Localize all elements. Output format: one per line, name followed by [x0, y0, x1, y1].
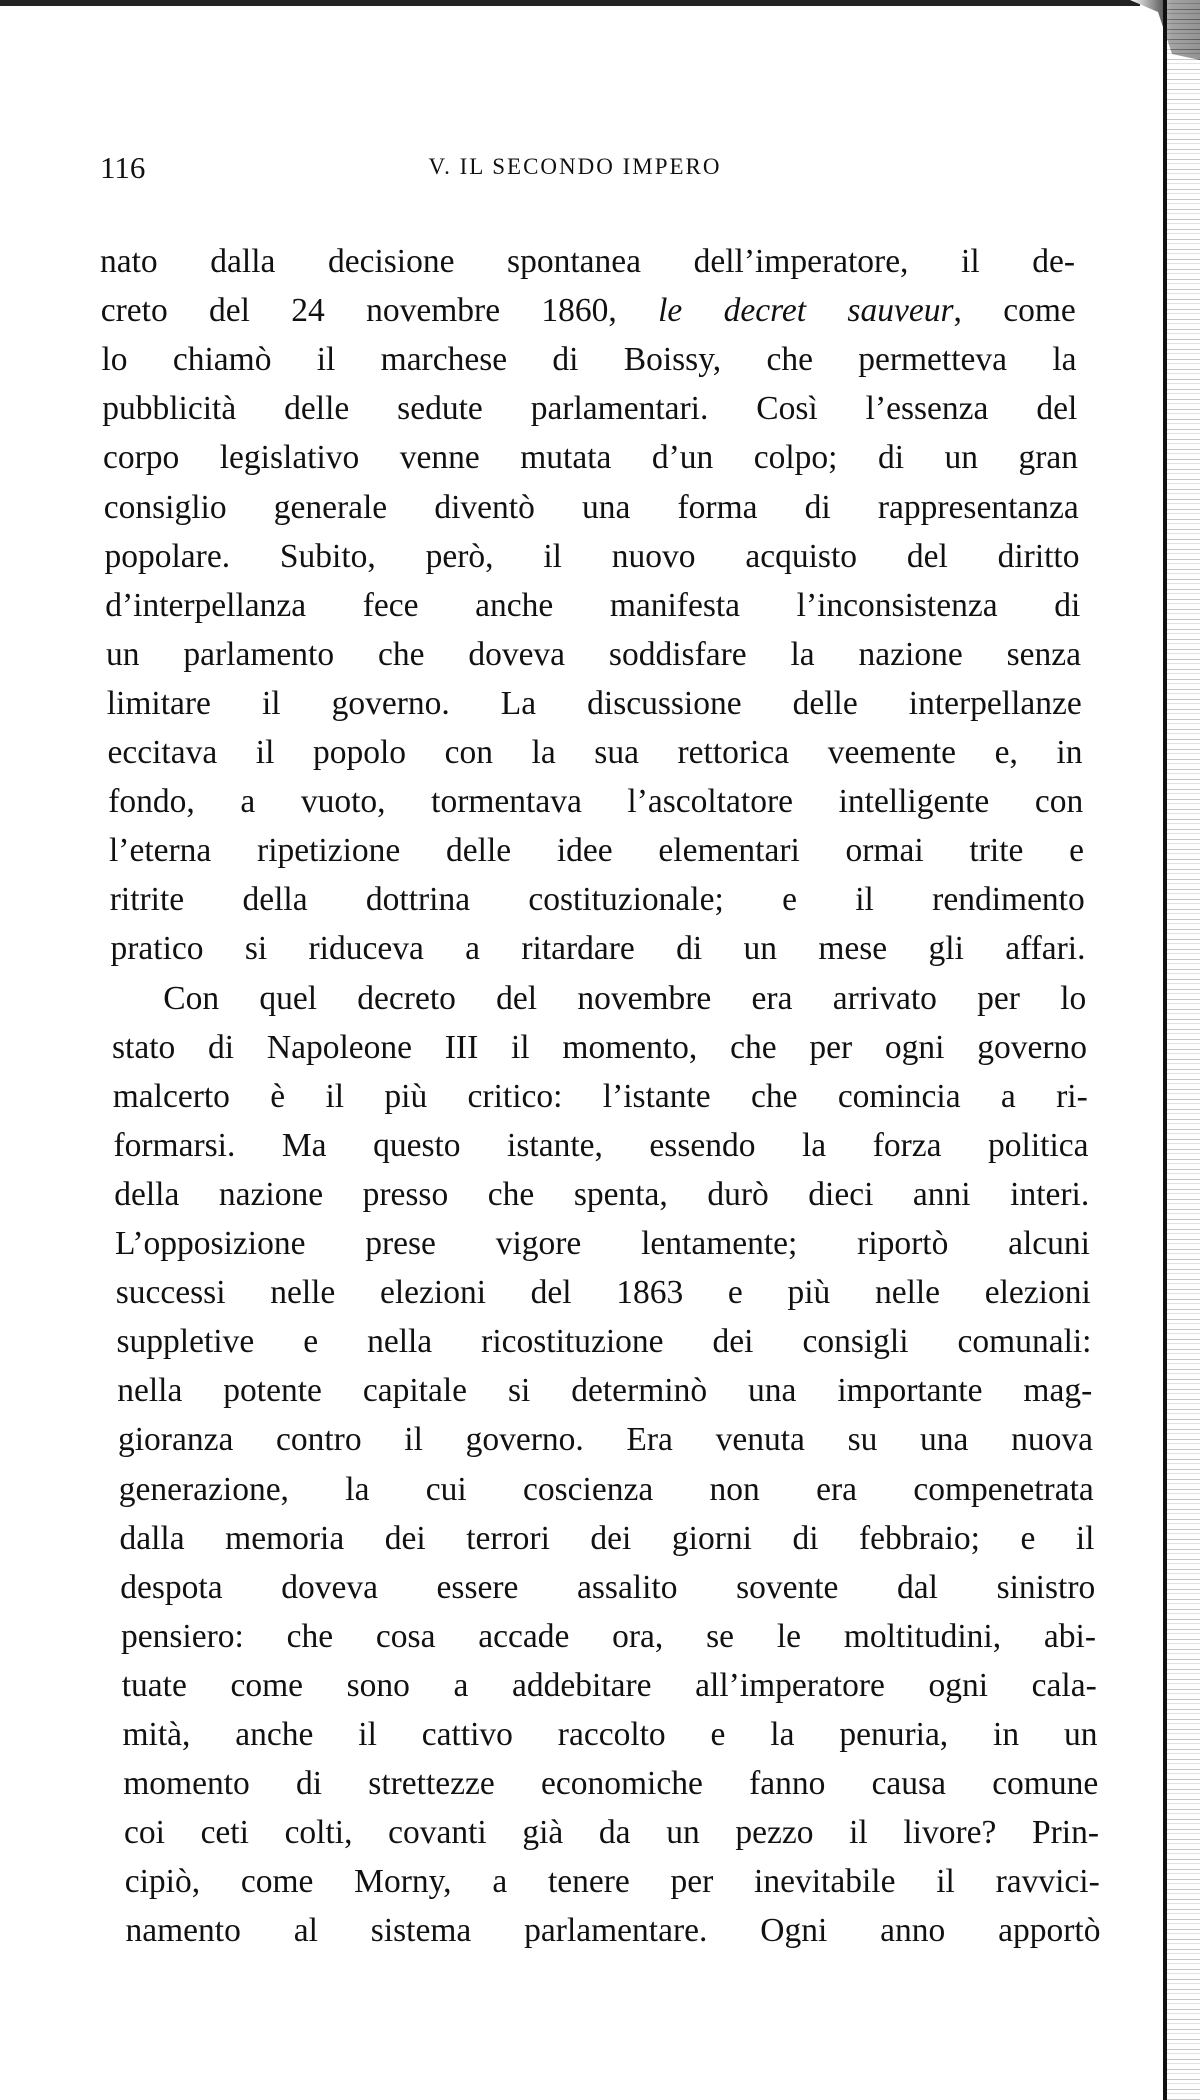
- text-segment: L’opposizione prese vigore lentamente; riportò alcuni: [115, 1225, 1090, 1262]
- text-line: [111, 979, 1086, 1019]
- page-number: 116: [100, 150, 146, 185]
- text-segment: lo chiamò il marchese di Boissy, che permetteva la: [101, 341, 1077, 379]
- text-segment: corpo legislativo venne mutata d’un colpo; di un gran: [103, 439, 1078, 477]
- text-line: [123, 1764, 1098, 1804]
- text-segment: momento di strettezze economiche fanno causa comune: [123, 1765, 1099, 1803]
- text-segment: generazione, la cui coscienza non era compenetrata: [118, 1470, 1094, 1508]
- text-segment: gioranza contro il governo. Era venuta su una nuova: [118, 1421, 1093, 1459]
- text-segment: un parlamento che doveva soddisfare la nazione senza: [106, 635, 1081, 673]
- text-line: [117, 1322, 1092, 1362]
- text-segment: l’eterna ripetizione delle idee elementari ormai trite e: [109, 832, 1084, 870]
- text-line: [103, 438, 1078, 478]
- text-segment: dalla memoria dei terrori dei giorni di febbraio; e il: [119, 1519, 1095, 1557]
- text-segment: suppletive e nella ricostituzione dei consigli comunali:: [116, 1323, 1092, 1361]
- text-segment: stato di Napoleone III il momento, che per ogni governo: [112, 1028, 1087, 1066]
- text-segment: consiglio generale diventò una forma di rappresentanza: [103, 488, 1079, 526]
- text-segment: d’interpellanza fece anche manifesta l’inconsistenza di: [105, 586, 1081, 624]
- text-line: [120, 1519, 1095, 1559]
- text-line: [115, 1224, 1090, 1264]
- text-segment: fondo, a vuoto, tormentava l’ascoltatore intelligente con: [108, 783, 1084, 821]
- text-segment: limitare il governo. La discussione delle interpellanze: [106, 684, 1082, 722]
- text-line: [101, 291, 1076, 331]
- text-line: [120, 1568, 1095, 1608]
- text-segment: nella potente capitale si determinò una importante mag-: [117, 1372, 1093, 1410]
- text-line: [109, 831, 1084, 871]
- text-line: [110, 880, 1085, 920]
- text-segment: cipiò, come Morny, a tenere per inevitabile il ravvici-: [124, 1863, 1100, 1901]
- text-line: [108, 782, 1083, 822]
- text-line: [104, 488, 1079, 528]
- text-line: [123, 1715, 1098, 1755]
- text-segment: pratico si riduceva a ritardare di un mese gli affari.: [110, 930, 1086, 968]
- text-segment: della nazione presso che spenta, durò dieci anni interi.: [114, 1175, 1090, 1213]
- text-segment: despota doveva essere assalito sovente dal sinistro: [120, 1568, 1096, 1606]
- text-segment: ritrite della dottrina costituzionale; e il rendimento: [109, 881, 1085, 919]
- text-segment: eccitava il popolo con la sua rettorica veemente e, in: [107, 734, 1083, 771]
- page-header: [100, 150, 1080, 190]
- text-line: [107, 684, 1082, 724]
- text-line: [100, 242, 1075, 282]
- text-segment: pensiero: che cosa accade ora, se le moltitudini, abi-: [121, 1617, 1096, 1655]
- text-line: [108, 733, 1083, 773]
- text-segment: creto del 24 novembre 1860,: [100, 292, 659, 330]
- text-line: [119, 1470, 1094, 1510]
- text-segment: malcerto è il più critico: l’istante che comincia a ri-: [112, 1077, 1088, 1115]
- text-segment: popolare. Subito, però, il nuovo acquisto del diritto: [104, 537, 1080, 575]
- text-segment: coi ceti colti, covanti già da un pezzo il livore? Prin-: [124, 1814, 1099, 1852]
- text-line: [118, 1420, 1093, 1460]
- text-line: [113, 1077, 1088, 1117]
- text-line: [105, 586, 1080, 626]
- text-segment: pubblicità delle sedute parlamentari. Così l’essenza del: [102, 390, 1078, 428]
- text-line: [112, 1028, 1087, 1068]
- text-segment: namento al sistema parlamentare. Ogni anno apportò: [125, 1912, 1101, 1950]
- running-title: V. IL SECONDO IMPERO: [428, 154, 722, 179]
- text-line: [124, 1813, 1099, 1853]
- text-segment: tuate come sono a addebitare all’imperatore ogni cala-: [121, 1666, 1097, 1704]
- scan-top-border: [0, 0, 1140, 6]
- text-line: [125, 1862, 1100, 1902]
- text-segment: nato dalla decisione spontanea dell’imperatore, il de-: [100, 243, 1075, 280]
- text-line: [121, 1617, 1096, 1657]
- text-line: [111, 929, 1086, 969]
- text-line: [106, 635, 1081, 675]
- text-line: [122, 1666, 1097, 1706]
- page-edge-shadow: [1167, 0, 1200, 2100]
- text-segment: formarsi. Ma questo istante, essendo la forza politica: [113, 1126, 1089, 1164]
- text-line: [114, 1126, 1089, 1166]
- text-line: [116, 1273, 1091, 1313]
- italic-phrase: le decret sauveur: [658, 292, 954, 330]
- text-segment: mità, anche il cattivo raccolto e la penuria, in un: [122, 1716, 1098, 1753]
- text-line: [126, 1911, 1101, 1951]
- text-line: [102, 340, 1077, 380]
- text-line: [117, 1371, 1092, 1411]
- text-segment: Con quel decreto del novembre era arrivato per lo: [163, 979, 1087, 1017]
- text-line: [102, 389, 1077, 429]
- text-line: [114, 1175, 1089, 1215]
- text-line: [105, 537, 1080, 577]
- text-segment: successi nelle elezioni del 1863 e più nelle elezioni: [115, 1274, 1091, 1312]
- text-segment: , come: [953, 292, 1076, 330]
